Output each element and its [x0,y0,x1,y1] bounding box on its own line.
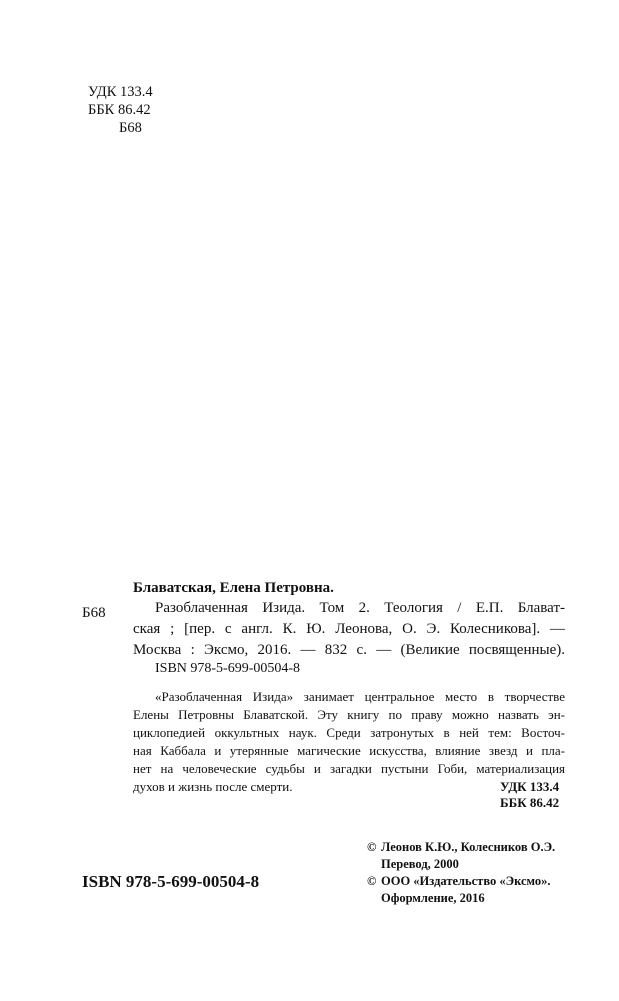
bibliographic-description [133,598,565,661]
annotation-line: нет на человеческие судьбы и загадки пустыни Гоби, материализация [133,761,565,776]
record-author: Блаватская, Елена Петровна. [133,580,334,596]
description-line: Москва : Эксмо, 2016. — 832 с. — (Великие посвященные). [133,642,565,658]
bbk-code: ББК 86.42 [88,102,151,118]
annotation-line: ная Каббала и утерянные магические искусства, влияние звезд и пла- [133,743,565,758]
annotation-line: циклопедией оккультных наук. Среди затронутых в ней тем: Восточ- [133,725,565,740]
record-isbn: ISBN 978-5-699-00504-8 [155,661,301,676]
description-line: ская ; [пер. с англ. К. Ю. Леонова, О. Э. Колесникова]. — [133,621,565,637]
copyright-symbol: © [367,840,377,854]
udk-code-bottom: УДК 133.4 [500,779,560,794]
author-sign-code: Б68 [119,120,142,136]
record-author-sign: Б68 [82,605,106,621]
top-classification-codes [88,83,153,137]
copyright-publisher: ООО «Издательство «Эксмо». [381,874,551,888]
annotation-line: «Разоблаченная Изида» занимает центральное место в творчестве [155,689,565,704]
copyright-translation-year: Перевод, 2000 [381,857,459,871]
annotation-line: духов и жизнь после смерти. [133,779,293,794]
bottom-classification-codes [500,779,559,811]
copyright-translators: Леонов К.Ю., Колесников О.Э. [381,840,556,854]
copyright-design-year: Оформление, 2016 [381,891,485,905]
annotation-line: Елены Петровны Блаватской. Эту книгу по праву можно назвать эн- [133,707,565,722]
copyright-block [367,839,555,907]
bottom-isbn: ISBN 978-5-699-00504-8 [82,872,260,891]
udk-code: УДК 133.4 [88,84,153,100]
bbk-code-bottom: ББК 86.42 [500,795,560,810]
description-line: Разоблаченная Изида. Том 2. Теология / Е.П. Блават- [155,600,565,616]
copyright-symbol: © [367,874,377,888]
